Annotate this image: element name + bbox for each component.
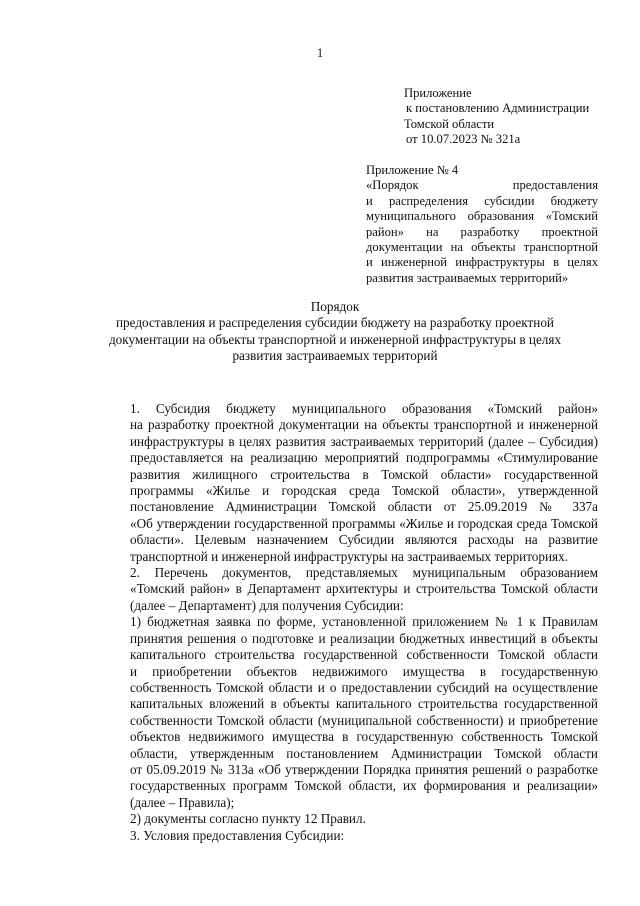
paragraph-line: собственность Томской области и о предоставлении субсидий на осуществление	[130, 679, 598, 695]
paragraph-line: капитальных вложений в объекты капитального строительства государственной	[130, 696, 598, 712]
appendix-four-title: Приложение № 4	[366, 163, 459, 177]
paragraph-line: области». Целевым назначением Субсидии являются расходы на развитие	[130, 532, 598, 548]
paragraph-line: «Томский район» в Департамент архитектуры и строительства Томской области	[130, 581, 598, 597]
appendix-four-line: документации на объекты транспортной	[366, 240, 598, 255]
page-number: 1	[316, 46, 324, 60]
appendix-four-line: развития застраиваемых территорий»	[366, 270, 569, 285]
paragraph-line: государственных программ Томской области, их формирования и реализации»	[130, 778, 598, 794]
appendix-four-line: район» на разработку проектной	[366, 224, 598, 239]
paragraph-line: (далее – Правила);	[130, 794, 235, 810]
appendix-header-line: к постановлению Администрации	[406, 101, 590, 116]
appendix-header-line: Томской области	[404, 116, 495, 131]
paragraph-1	[90, 401, 598, 565]
paragraph-line: 1) бюджетная заявка по форме, установленной приложением № 1 к Правилам	[130, 614, 598, 630]
paragraph-line: 1. Субсидия бюджету муниципального образования «Томский район»	[130, 401, 598, 416]
appendix-four-line: и инженерной инфраструктуры в целях	[366, 255, 598, 270]
paragraph-line: инфраструктуры в целях развития застраиваемых территорий (далее – Субсидия)	[130, 433, 598, 449]
appendix-four-line: «Порядок предоставления	[366, 178, 598, 193]
paragraph-2	[90, 565, 598, 614]
appendix-four-line: муниципального образования «Томский	[366, 209, 598, 224]
paragraph-line: 2) документы согласно пункту 12 Правил.	[130, 811, 366, 827]
paragraph-4	[90, 811, 598, 827]
paragraph-5	[90, 828, 598, 844]
appendix-four-line: и распределения субсидии бюджету	[366, 193, 598, 208]
paragraph-line: «Об утверждении государственной программы «Жилье и городская среда Томской	[130, 515, 598, 531]
paragraph-line: объектов недвижимого имущества в государственную собственность Томской	[130, 729, 598, 745]
document-body	[90, 401, 598, 844]
paragraph-line: транспортной и инженерной инфраструктуры на застраиваемых территориях.	[130, 548, 569, 564]
paragraph-line: от 05.09.2019 № 313а «Об утверждении Порядка принятия решений о разработке	[130, 761, 598, 777]
paragraph-line: и приобретении объектов недвижимого имущества в государственную	[130, 663, 598, 679]
paragraph-line: (далее – Департамент) для получения Субсидии:	[130, 597, 404, 613]
paragraph-line: области, утвержденным постановлением Администрации Томской области	[130, 745, 598, 761]
document-title-line: документации на объекты транспортной и инженерной инфраструктуры в целях	[108, 331, 562, 347]
appendix-header-line: от 10.07.2023 № 321а	[406, 132, 521, 147]
paragraph-line: собственности Томской области (муниципальной собственности) и приобретение	[130, 712, 598, 728]
paragraph-line: предоставляется на реализацию мероприятий подпрограммы «Стимулирование	[130, 450, 598, 466]
paragraph-line: 3. Условия предоставления Субсидии:	[130, 827, 345, 843]
paragraph-line: постановление Администрации Томской области от 25.09.2019 № 337а	[130, 499, 598, 515]
document-title-line: предоставления и распределения субсидии бюджету на разработку проектной	[115, 315, 554, 331]
paragraph-3	[90, 614, 598, 811]
document-title-line: развития застраиваемых территорий	[232, 348, 438, 364]
document-heading: Порядок	[310, 299, 360, 314]
paragraph-line: капитального строительства государственной собственности Томской области	[130, 647, 598, 663]
paragraph-line: на разработку проектной документации на объекты транспортной и инженерной	[130, 417, 598, 433]
appendix-four-block	[366, 163, 598, 286]
appendix-header-line: Приложение	[404, 86, 472, 100]
appendix-header	[404, 86, 604, 148]
paragraph-line: 2. Перечень документов, представляемых муниципальным образованием	[130, 565, 598, 581]
paragraph-line: принятия решения о подготовке и реализации бюджетных инвестиций в объекты	[130, 630, 598, 646]
paragraph-line: развития жилищного строительства в Томской области» государственной	[130, 466, 598, 482]
paragraph-line: программы «Жилье и городская среда Томской области», утвержденной	[130, 483, 598, 499]
document-title	[80, 299, 590, 365]
